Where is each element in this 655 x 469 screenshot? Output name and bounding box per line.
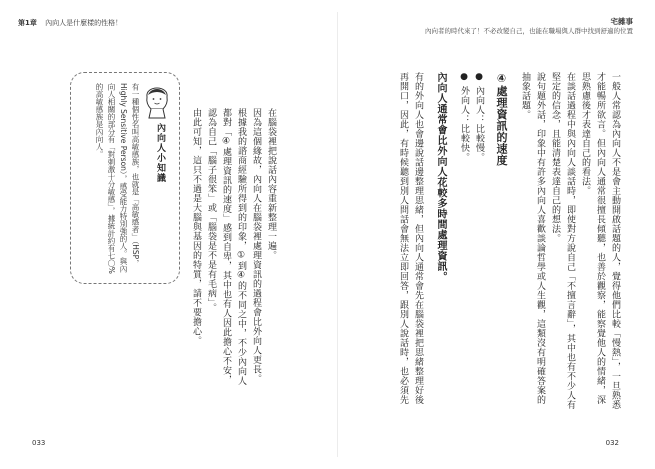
page-number-right: 032 <box>605 439 619 447</box>
tip-title: 內向人小知識 <box>155 123 165 183</box>
running-header-left <box>18 18 122 28</box>
book-spread <box>10 12 645 457</box>
section-heading: ④處理資訊的速度 <box>495 72 508 166</box>
paragraph: 一般人常認為內向人不是會主動開啟話題的人，覺得他們比較「慢熱」，一旦熟悉才能暢所欲言。但內向人通常很擅長傾聽，也善於觀察，能察覺他人的情緒，深思熟慮後才表達自己的看法。 <box>580 72 620 410</box>
bullet-item: ● 內向人：比較慢。 <box>474 72 484 162</box>
running-header-right-subtitle: 內向者的時代來了！不必改變自己，也能在職場與人群中找到舒適的位置 <box>425 27 633 35</box>
page-spine <box>337 12 338 457</box>
right-page-body <box>382 72 622 412</box>
chapter-number: 第1章 <box>18 19 37 27</box>
page-number-left: 033 <box>32 439 46 447</box>
paragraph: 根據我的諮商經驗所得到的印象，①到④的不同之中，不少內向人都對「④處理資訊的速度」感到自卑，其中也有人因此擔心不安，認為自己「腦子很笨」或「腦袋是不是有毛病」。 <box>206 108 246 386</box>
chapter-title: 內向人是什麼樣的性格！ <box>45 19 123 27</box>
tip-text: 有一種個性名叫高敏感族，也就是「高敏感者」（HSP，Highly Sensitive Person），感受能力特別強的人。與內向人相關的部分有「對刺激十分敏感」，據統計約有七〇%的高敏感族是內向人。 <box>95 83 140 274</box>
paragraph: 說句題外話，印象中有許多內向人喜歡談論哲學或人生觀，這類沒有明確答案的抽象話題。 <box>520 72 545 405</box>
running-header-right-title: 宅雜事 <box>610 17 633 26</box>
tip-box <box>70 72 180 284</box>
bullet-item: ● 外向人：比較快。 <box>459 72 469 162</box>
paragraph: 在談話過程中與內向人談話時，即使對方說自己「不擅言辭」，其中也有不少人有堅定的信念，且能清楚表達自己的想法。 <box>550 72 575 410</box>
sub-heading: 內向人通常會比外向人花較多時間處理資訊。 <box>435 72 446 282</box>
paragraph: 因為這個緣故，內向人在腦袋裡處理資訊的過程會比外向人更長。 <box>251 108 261 384</box>
character-illustration-icon <box>141 79 173 119</box>
paragraph: 有的外向人也會邊說話邊整理思緒，但內向人通常會先在腦袋裡把思緒整理好後再開口，因此，有時候聽到別人問話會無法立即回答，跟別人說話時，也必須先 <box>398 72 423 405</box>
paragraph: 由此可知，這只不過是大腦與基因的特質，請不要擔心。 <box>191 108 201 346</box>
paragraph: 在腦袋裡把說話內容重新整理一遍。 <box>266 108 276 260</box>
left-page-body <box>188 108 278 390</box>
